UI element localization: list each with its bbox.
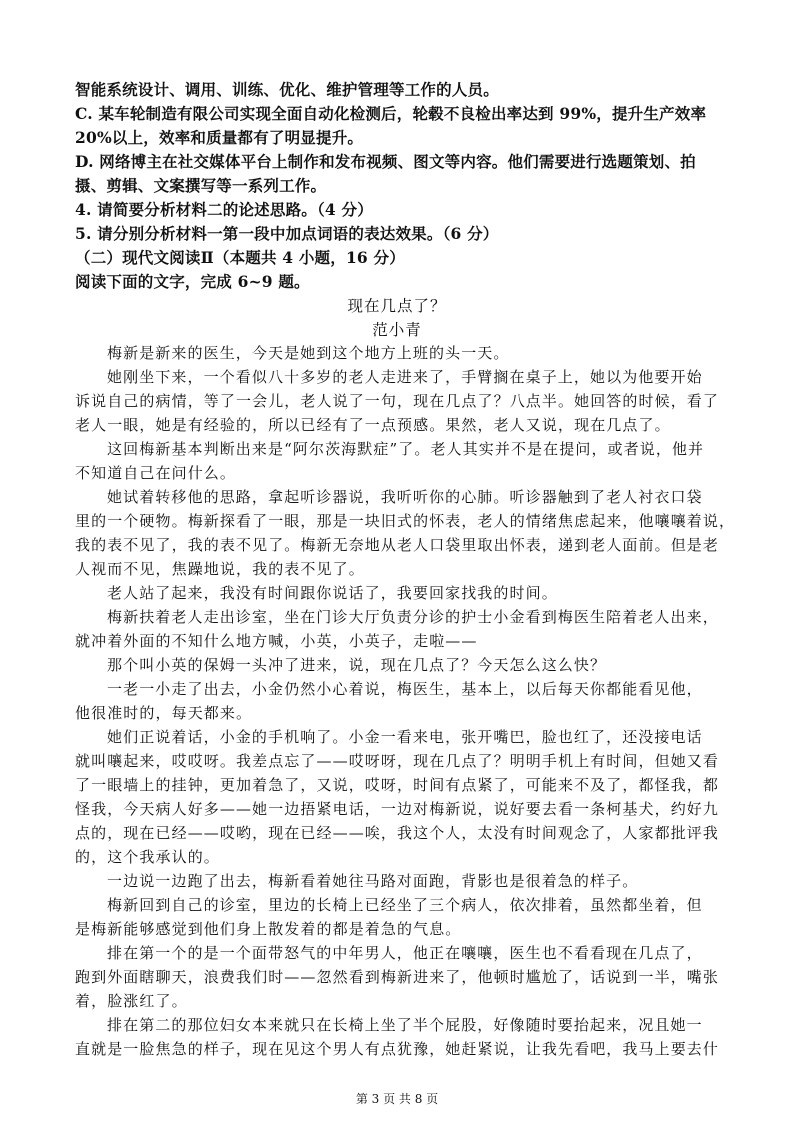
- story-line: 点的，现在已经——哎哟，现在已经——唉，我这个人，太没有时间观念了，人家都批评我: [75, 824, 720, 842]
- story-line: 她试着转移他的思路，拿起听诊器说，我听听你的心肺。听诊器触到了老人衬衣口袋: [107, 488, 703, 506]
- story-line: 那个叫小英的保姆一头冲了进来，说，现在几点了？今天怎么这么快？: [107, 656, 607, 674]
- story-line: 一边说一边跑了出去，梅新看着她往马路对面跑，背影也是很着急的样子。: [107, 872, 639, 890]
- story-line: 就叫嚷起来，哎哎呀。我差点忘了——哎呀呀，现在几点了？明明手机上有时间，但她又看: [75, 752, 720, 770]
- story-line: 老人站了起来，我没有时间跟你说话了，我要回家找我的时间。: [107, 584, 558, 602]
- story-line: 不知道自己在问什么。: [75, 464, 237, 482]
- story-author: 范小青: [372, 321, 422, 339]
- story-line: 了一眼墙上的挂钟，更加着急了，又说，哎呀，时间有点紧了，可能来不及了，都怪我，都: [75, 776, 720, 794]
- story-line: 诉说自己的病情，等了一会儿，老人说了一句，现在几点了？八点半。她回答的时候，看了: [75, 392, 720, 410]
- option-c-prev-tail: 智能系统设计、调用、训练、优化、维护管理等工作的人员。: [75, 80, 499, 99]
- story-line: 她们正说着话，小金的手机响了。小金一看来电，张开嘴巴，脸也红了，还没接电话: [107, 728, 703, 746]
- story-line: 直就是一脸焦急的样子，现在见这个男人有点犹豫，她赶紧说，让我先看吧，我马上要去什: [75, 1040, 720, 1058]
- story-line: 的，这个我承认的。: [75, 848, 220, 866]
- story-line: 着，脸涨红了。: [75, 992, 188, 1010]
- option-d-line1: D. 网络博主在社交媒体平台上制作和发布视频、图文等内容。他们需要进行选题策划、拍: [75, 152, 696, 171]
- page-number: 第 3 页 共 8 页: [355, 1092, 439, 1106]
- story-line: 他很准时的，每天都来。: [75, 704, 253, 722]
- story-line: 人视而不见，焦躁地说，我的表不见了。: [75, 560, 365, 578]
- story-line: 跑到外面瞎聊天，浪费我们时——忽然看到梅新进来了，他顿时尴尬了，话说到一半，嘴张: [75, 968, 720, 986]
- reading-instruction: 阅读下面的文字，完成 6~9 题。: [75, 272, 310, 291]
- option-c-line1: C. 某车轮制造有限公司实现全面自动化检测后，轮毂不良检出率达到 99%，提升生产效率: [75, 104, 707, 123]
- story-line: 排在第二的那位妇女本来就只在长椅上坐了半个屁股，好像随时要抬起来，况且她一: [107, 1016, 703, 1034]
- story-line: 梅新扶着老人走出诊室，坐在门诊大厅负责分诊的护士小金看到梅医生陪着老人出来，: [107, 608, 719, 626]
- story-line: 我的表不见了，我的表不见了。梅新无奈地从老人口袋里取出怀表，递到老人面前。但是老: [75, 536, 720, 554]
- option-c-line2: 20%以上，效率和质量都有了明显提升。: [75, 128, 364, 147]
- question-5: 5. 请分别分析材料一第一段中加点词语的表达效果。（6 分）: [75, 224, 499, 243]
- story-line: 梅新回到自己的诊室，里边的长椅上已经坐了三个病人，依次排着，虽然都坐着，但: [107, 896, 703, 914]
- story-line: 一老一小走了出去，小金仍然小心着说，梅医生，基本上，以后每天你都能看见他，: [107, 680, 703, 698]
- story-title: 现在几点了？: [347, 297, 447, 315]
- story-line: 她刚坐下来，一个看似八十多岁的老人走进来了，手臂搁在桌子上，她以为他要开始: [107, 368, 703, 386]
- section-heading: （二）现代文阅读Ⅱ（本题共 4 小题，16 分）: [75, 248, 405, 267]
- option-d-line2: 摄、剪辑、文案撰写等一系列工作。: [75, 176, 327, 195]
- story-line: 梅新是新来的医生，今天是她到这个地方上班的头一天。: [107, 344, 510, 362]
- question-4: 4. 请简要分析材料二的论述思路。（4 分）: [75, 200, 373, 219]
- story-line: 是梅新能够感觉到他们身上散发着的都是着急的气息。: [75, 920, 462, 938]
- story-line: 这回梅新基本判断出来是“阿尔茨海默症”了。老人其实并不是在提问，或者说，他并: [107, 440, 705, 458]
- story-line: 老人一眼，她是有经验的，所以已经有了一点预感。果然，老人又说，现在几点了。: [75, 416, 671, 434]
- story-line: 怪我，今天病人好多——她一边捂紧电话，一边对梅新说，说好要去看一条柯基犬，约好九: [75, 800, 720, 818]
- story-line: 里的一个硬物。梅新探看了一眼，那是一块旧式的怀表，老人的情绪焦虑起来，他嚷嚷着说，: [75, 512, 736, 530]
- story-line: 就冲着外面的不知什么地方喊，小英，小英子，走啦——: [75, 632, 478, 650]
- story-line: 排在第一个的是一个面带怒气的中年男人，他正在嚷嚷，医生也不看看现在几点了，: [107, 944, 703, 962]
